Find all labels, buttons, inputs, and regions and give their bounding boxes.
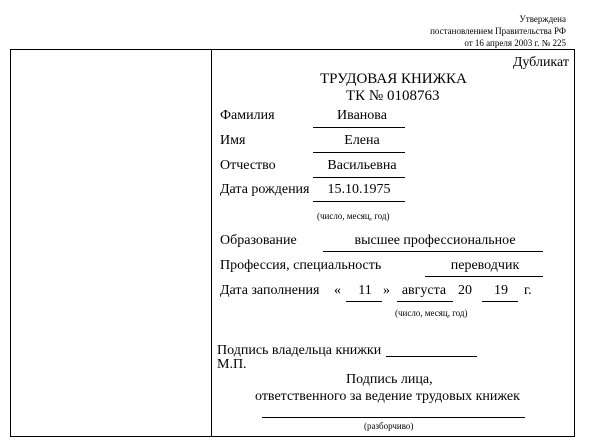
name-label: Имя	[220, 133, 246, 148]
name-value: Елена	[344, 133, 380, 148]
fill-date-day: 11	[358, 283, 372, 298]
surname-label: Фамилия	[220, 108, 275, 123]
approval-line-2: постановлением Правительства РФ	[430, 26, 566, 36]
fill-date-close-quote: »	[383, 283, 390, 298]
responsible-signature-line-2: ответственного за ведение трудовых книжек	[255, 389, 520, 404]
birth-date-value: 15.10.1975	[327, 182, 391, 197]
fill-date-month-underline	[397, 301, 453, 302]
patronymic-label: Отчество	[220, 158, 276, 173]
patronymic-value: Васильевна	[327, 158, 397, 173]
responsible-signature-line	[262, 417, 525, 418]
surname-value: Иванова	[337, 108, 387, 123]
fill-date-century: 20	[458, 283, 472, 298]
fill-date-hint: (число, месяц, год)	[395, 308, 468, 318]
education-underline	[323, 251, 543, 252]
birth-date-underline	[313, 201, 405, 202]
fill-date-year-underline	[482, 301, 518, 302]
education-value: высшее профессиональное	[354, 233, 516, 248]
name-underline	[313, 152, 405, 153]
fill-date-month: августа	[401, 283, 447, 298]
left-column-divider	[211, 49, 212, 437]
fill-date-day-underline	[346, 301, 382, 302]
profession-label: Профессия, специальность	[220, 258, 382, 273]
approval-note	[430, 13, 566, 49]
fill-date-label: Дата заполнения	[220, 283, 320, 298]
education-label: Образование	[220, 233, 297, 248]
fill-date-year: 19	[494, 283, 508, 298]
profession-value: переводчик	[450, 258, 520, 273]
fill-date-open-quote: «	[334, 283, 341, 298]
owner-signature-label: Подпись владельца книжки	[217, 343, 382, 358]
surname-underline	[313, 127, 405, 128]
profession-underline	[425, 276, 543, 277]
responsible-signature-line-1: Подпись лица,	[346, 372, 433, 387]
patronymic-underline	[313, 177, 405, 178]
document-number: ТК № 0108763	[346, 88, 440, 104]
birth-date-hint: (число, месяц, год)	[317, 211, 390, 221]
approval-line-1: Утверждена	[519, 14, 566, 24]
document-title: ТРУДОВАЯ КНИЖКА	[320, 71, 467, 87]
duplicate-label: Дубликат	[512, 55, 569, 70]
responsible-signature-hint: (разборчиво)	[364, 421, 414, 431]
owner-signature-line	[386, 356, 477, 357]
stamp-label: М.П.	[217, 357, 247, 372]
approval-line-3: от 16 апреля 2003 г. № 225	[464, 38, 566, 48]
birth-date-label: Дата рождения	[220, 182, 310, 197]
fill-date-year-suffix: г.	[524, 283, 532, 298]
